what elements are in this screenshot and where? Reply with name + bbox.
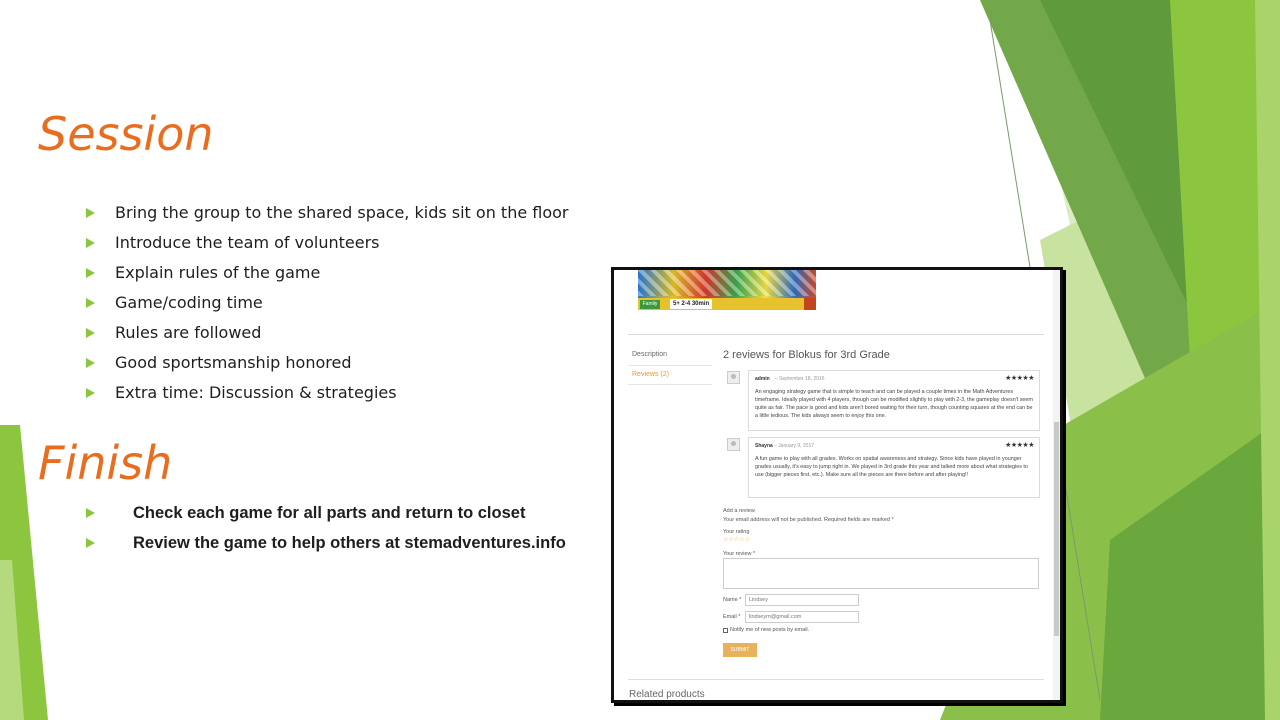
publisher-logo-icon [804,298,816,310]
email-privacy-note: Your email address will not be published. Required fields are marked * [723,517,894,523]
bullet-arrow-icon [86,208,95,218]
bullet-text: Good sportsmanship honored [115,353,352,372]
box-family-badge: Family [640,300,660,309]
bullet-text: Game/coding time [115,293,263,312]
notify-label: Notify me of new posts by email. [730,627,810,633]
review-label: Your review * [723,551,756,557]
add-review-heading: Add a review [723,508,755,514]
name-label: Name * [723,597,742,603]
review-text: An engaging strategy game that is simple to teach and can be played a couple times in the Math Adventures timeframe. Ideally played with 4 players, though can be modified slightly to play with 2-3, the gameplay doesn't seem quite as fair. The pace is good and kids aren't bored waiting for their turn, though counting squares at the end can be a little tedious. The kids always seem to enjoy this one. [755,389,1033,419]
bullet-arrow-icon [86,388,95,398]
review-author: Shayna [755,443,773,449]
bullet-text: Review the game to help others at stemadventures.info [133,534,566,552]
scrollbar-thumb[interactable] [1054,422,1059,636]
product-box-image [638,270,816,310]
review-date: – September 18, 2016 [775,376,825,382]
reviews-heading: 2 reviews for Blokus for 3rd Grade [723,349,890,361]
session-heading: Session [38,107,214,161]
email-input[interactable]: lindseym@gmail.com [745,611,859,623]
bullet-arrow-icon [86,238,95,248]
tab-description[interactable]: Description [632,351,668,358]
review-text: A fun game to play with all grades. Works on spatial awareness and strategy. Since kids have played in younger grades usually, it's easy to jump right in. We played in 3rd grade this year and talked more about what strategies to use (bigger pieces first, etc.). Make sure all the pieces are there before and after playing!! [755,456,1028,478]
box-info-strip [638,298,816,310]
bullet-text: Introduce the team of volunteers [115,233,380,252]
avatar-icon [727,371,740,384]
email-label: Email * [723,614,741,620]
avatar-icon [727,438,740,451]
divider [628,384,712,385]
box-player-info: 5+ 2-4 30min [670,299,712,309]
star-rating-icon: ★★★★★ [1005,442,1034,449]
bullet-arrow-icon [86,358,95,368]
bullet-text: Check each game for all parts and return to closet [133,504,526,522]
bullet-arrow-icon [86,328,95,338]
review-textarea[interactable] [723,558,1039,589]
rating-stars-input[interactable]: ☆☆☆☆☆ [723,537,750,543]
review-author: admin [755,376,770,382]
submit-button[interactable]: SUBMIT [723,643,757,657]
bullet-text: Explain rules of the game [115,263,321,282]
name-input[interactable]: Lindsey [745,594,859,606]
review-card [748,370,1040,431]
bullet-text: Rules are followed [115,323,262,342]
board-pieces-pattern [638,270,816,296]
rating-label: Your rating [723,529,750,535]
bullet-text: Extra time: Discussion & strategies [115,383,397,402]
related-products-heading: Related products [629,689,705,700]
bullet-arrow-icon [86,268,95,278]
review-card [748,437,1040,498]
finish-heading: Finish [38,436,173,490]
bullet-arrow-icon [86,298,95,308]
bullet-arrow-icon [86,508,95,518]
divider [628,334,1044,335]
bullet-arrow-icon [86,538,95,548]
review-date: – January 9, 2017 [774,443,815,449]
review-page-screenshot [611,267,1063,703]
divider [628,365,712,366]
bullet-text: Bring the group to the shared space, kids sit on the floor [115,203,569,222]
notify-checkbox[interactable] [723,628,728,633]
tab-reviews[interactable]: Reviews (2) [632,371,669,378]
divider [628,679,1044,680]
star-rating-icon: ★★★★★ [1005,375,1034,382]
